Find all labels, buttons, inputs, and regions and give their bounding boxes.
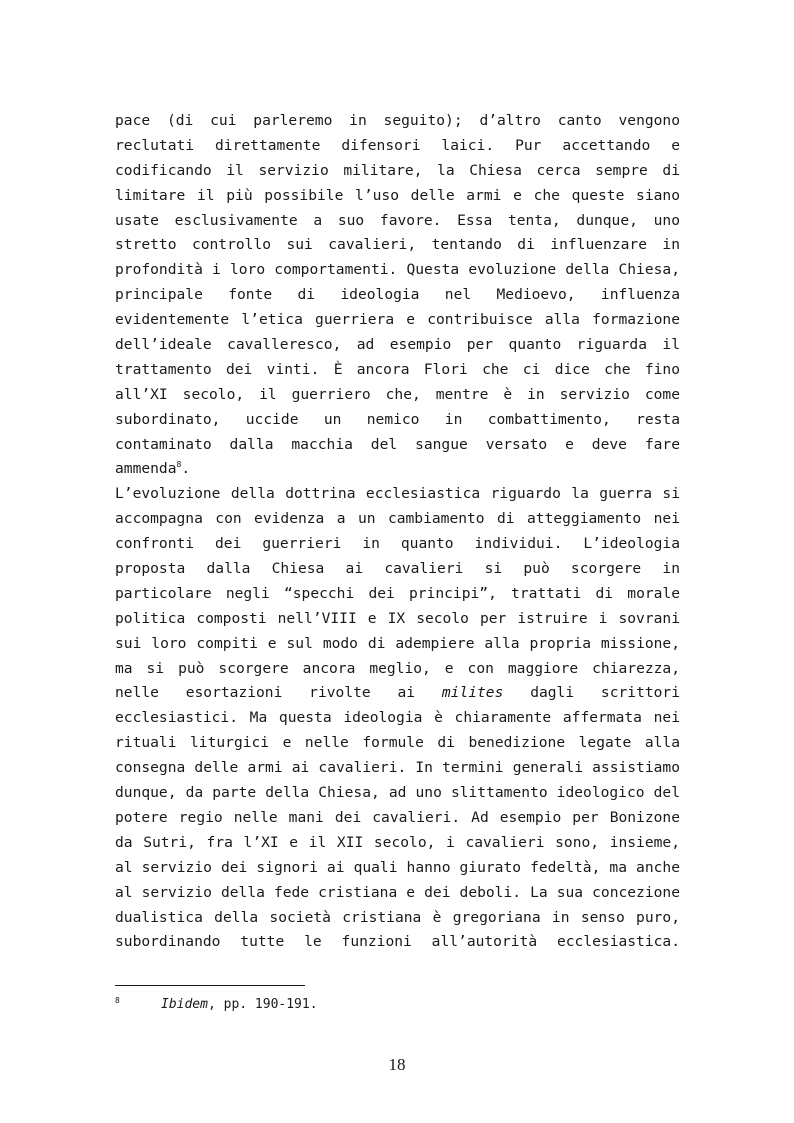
text-line: subordinato, uccide un nemico in combattimento, resta <box>115 410 680 428</box>
text-line: confronti dei guerrieri in quanto individui. L’ideologia <box>115 535 680 553</box>
text-line: profondità i loro comportamenti. Questa evoluzione della Chiesa, <box>115 261 680 279</box>
text-line: limitare il più possibile l’uso delle armi e che queste siano <box>115 186 680 204</box>
text-line: reclutati direttamente difensori laici. Pur accettando e <box>115 136 680 154</box>
text-line: trattamento dei vinti. È ancora Flori che ci dice che fino <box>115 360 680 378</box>
footnote-mark: 8 <box>115 996 120 1005</box>
text-line <box>115 457 680 482</box>
text-line: codificando il servizio militare, la Chiesa cerca sempre di <box>115 161 680 179</box>
text-line: ecclesiastici. Ma questa ideologia è chiaramente affermata nei <box>115 709 680 727</box>
text-line: particolare negli “specchi dei principi”, trattati di morale <box>115 584 680 602</box>
text-line: usate esclusivamente a suo favore. Essa tenta, dunque, uno <box>115 211 680 229</box>
text-line: da Sutri, fra l’XI e il XII secolo, i cavalieri sono, insieme, <box>115 833 680 851</box>
footnote-separator <box>115 985 305 986</box>
text-line: principale fonte di ideologia nel Medioevo, influenza <box>115 286 680 304</box>
text-fragment: nelle esortazioni rivolte ai <box>115 684 416 702</box>
text-line: subordinando tutte le funzioni all’autorità ecclesiastica. <box>115 933 680 951</box>
text-line: stretto controllo sui cavalieri, tentando di influenzare in <box>115 236 680 254</box>
page-number: 18 <box>388 1055 406 1074</box>
text-line: al servizio della fede cristiana e dei deboli. La sua concezione <box>115 883 680 901</box>
text-line: dualistica della società cristiana è gregoriana in senso puro, <box>115 908 680 926</box>
text-line <box>115 681 680 706</box>
text-fragment: ammenda <box>115 460 177 478</box>
text-line: al servizio dei signori ai quali hanno giurato fedeltà, ma anche <box>115 858 680 876</box>
text-line: all’XI secolo, il guerriero che, mentre è in servizio come <box>115 385 680 403</box>
text-line: dunque, da parte della Chiesa, ad uno slittamento ideologico del <box>115 784 680 802</box>
text-fragment: dagli scrittori <box>530 684 681 702</box>
text-line: rituali liturgici e nelle formule di benedizione legate alla <box>115 734 680 752</box>
text-line: contaminato dalla macchia del sangue versato e deve fare <box>115 435 680 453</box>
footnote <box>115 992 318 1014</box>
footnote-text: , pp. 190-191. <box>207 997 318 1012</box>
text-line: pace (di cui parleremo in seguito); d’altro canto vengono <box>115 112 680 129</box>
text-line: sui loro compiti e sul modo di adempiere alla propria missione, <box>115 634 680 652</box>
text-line: consegna delle armi ai cavalieri. In termini generali assistiamo <box>115 759 680 777</box>
text-fragment: . <box>181 460 191 478</box>
text-line: politica composti nell’VIII e IX secolo per istruire i sovrani <box>115 609 680 627</box>
text-line: dell’ideale cavalleresco, ad esempio per quanto riguarda il <box>115 336 680 354</box>
text-line: ma si può scorgere ancora meglio, e con maggiore chiarezza, <box>115 659 680 677</box>
text-line: accompagna con evidenza a un cambiamento di atteggiamento nei <box>115 510 680 528</box>
footnote-ibidem: Ibidem <box>161 997 208 1012</box>
text-line: evidentemente l’etica guerriera e contribuisce alla formazione <box>115 311 680 329</box>
text-line: proposta dalla Chiesa ai cavalieri si può scorgere in <box>115 560 680 578</box>
body-text <box>115 109 680 955</box>
text-line: L’evoluzione della dottrina ecclesiastica riguardo la guerra si <box>115 485 680 503</box>
italic-term: milites <box>441 684 504 702</box>
footnote-reference: 8 <box>176 460 182 470</box>
text-line: potere regio nelle mani dei cavalieri. Ad esempio per Bonizone <box>115 808 680 826</box>
